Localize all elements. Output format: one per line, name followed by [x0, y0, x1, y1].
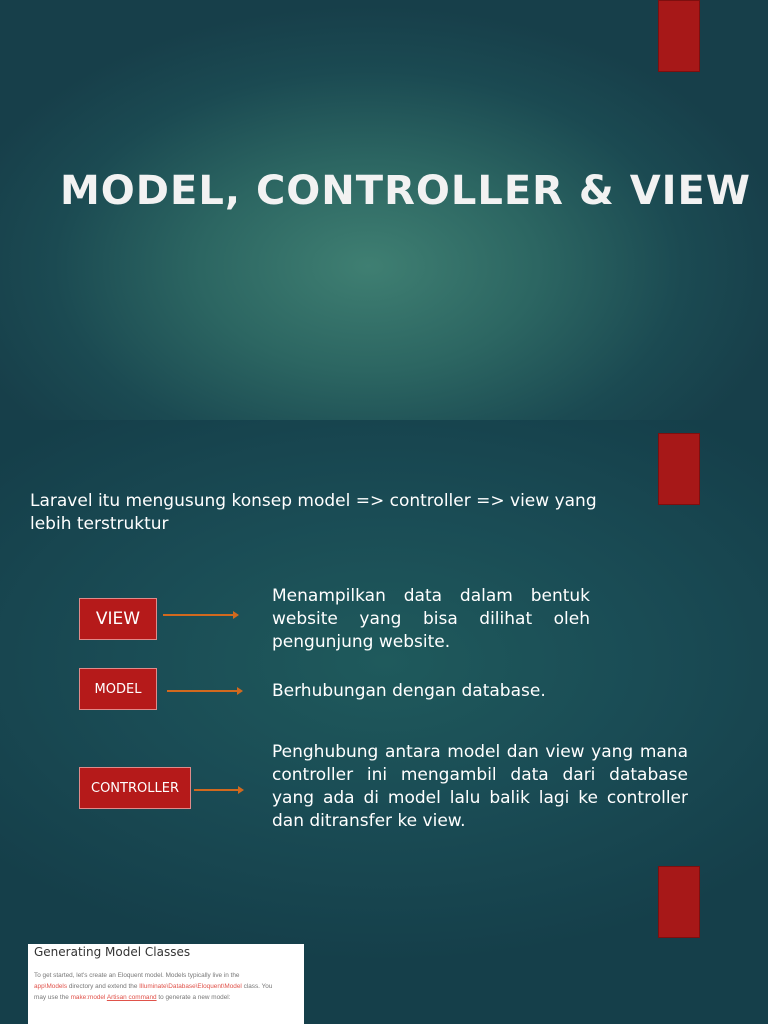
- controller-arrow: [194, 789, 242, 791]
- intro-text: Laravel itu mengusung konsep model => controller => view yang lebih terstruktur: [30, 491, 597, 534]
- slide-title: MODEL, CONTROLLER & VIEW: [60, 168, 751, 214]
- doc-line-3-end: to generate a new model:: [156, 994, 231, 1001]
- view-label: VIEW: [95, 609, 141, 629]
- doc-code-app-models: app\Models: [34, 983, 68, 990]
- doc-line-3: [34, 992, 296, 1003]
- controller-label: CONTROLLER: [91, 780, 179, 796]
- doc-line-1: To get started, let's create an Eloquent model. Models typically live in the: [34, 972, 240, 979]
- doc-line-2: [34, 981, 296, 992]
- doc-code-make-model: make:model: [70, 994, 106, 1001]
- view-arrow: [163, 614, 237, 616]
- controller-box: [79, 767, 191, 809]
- doc-snippet-title: Generating Model Classes: [34, 945, 191, 959]
- view-box: [79, 598, 157, 640]
- doc-line-2-text: directory and extend the: [67, 983, 140, 990]
- artisan-command-link[interactable]: Artisan command: [106, 994, 157, 1001]
- red-tab-middle: [658, 433, 700, 505]
- doc-line-2-end: class. You: [241, 983, 273, 990]
- model-box: [79, 668, 157, 710]
- model-label: MODEL: [94, 681, 142, 697]
- red-tab-top: [658, 0, 700, 72]
- controller-description: Penghubung antara model dan view yang mana controller ini mengambil data dari database yang ada di model lalu balik lagi ke controller dan ditransfer ke view.: [272, 742, 688, 831]
- model-description: Berhubungan dengan database.: [272, 681, 546, 701]
- view-description: Menampilkan data dalam bentuk website yang bisa dilihat oleh pengunjung website.: [272, 586, 590, 652]
- model-arrow: [167, 690, 241, 692]
- laravel-docs-screenshot: [28, 944, 304, 1024]
- doc-code-eloquent-model: Illuminate\Database\Eloquent\Model: [139, 983, 242, 990]
- red-tab-bottom: [658, 866, 700, 938]
- doc-line-3-start: may use the: [34, 994, 71, 1001]
- doc-snippet-body: [34, 970, 296, 1003]
